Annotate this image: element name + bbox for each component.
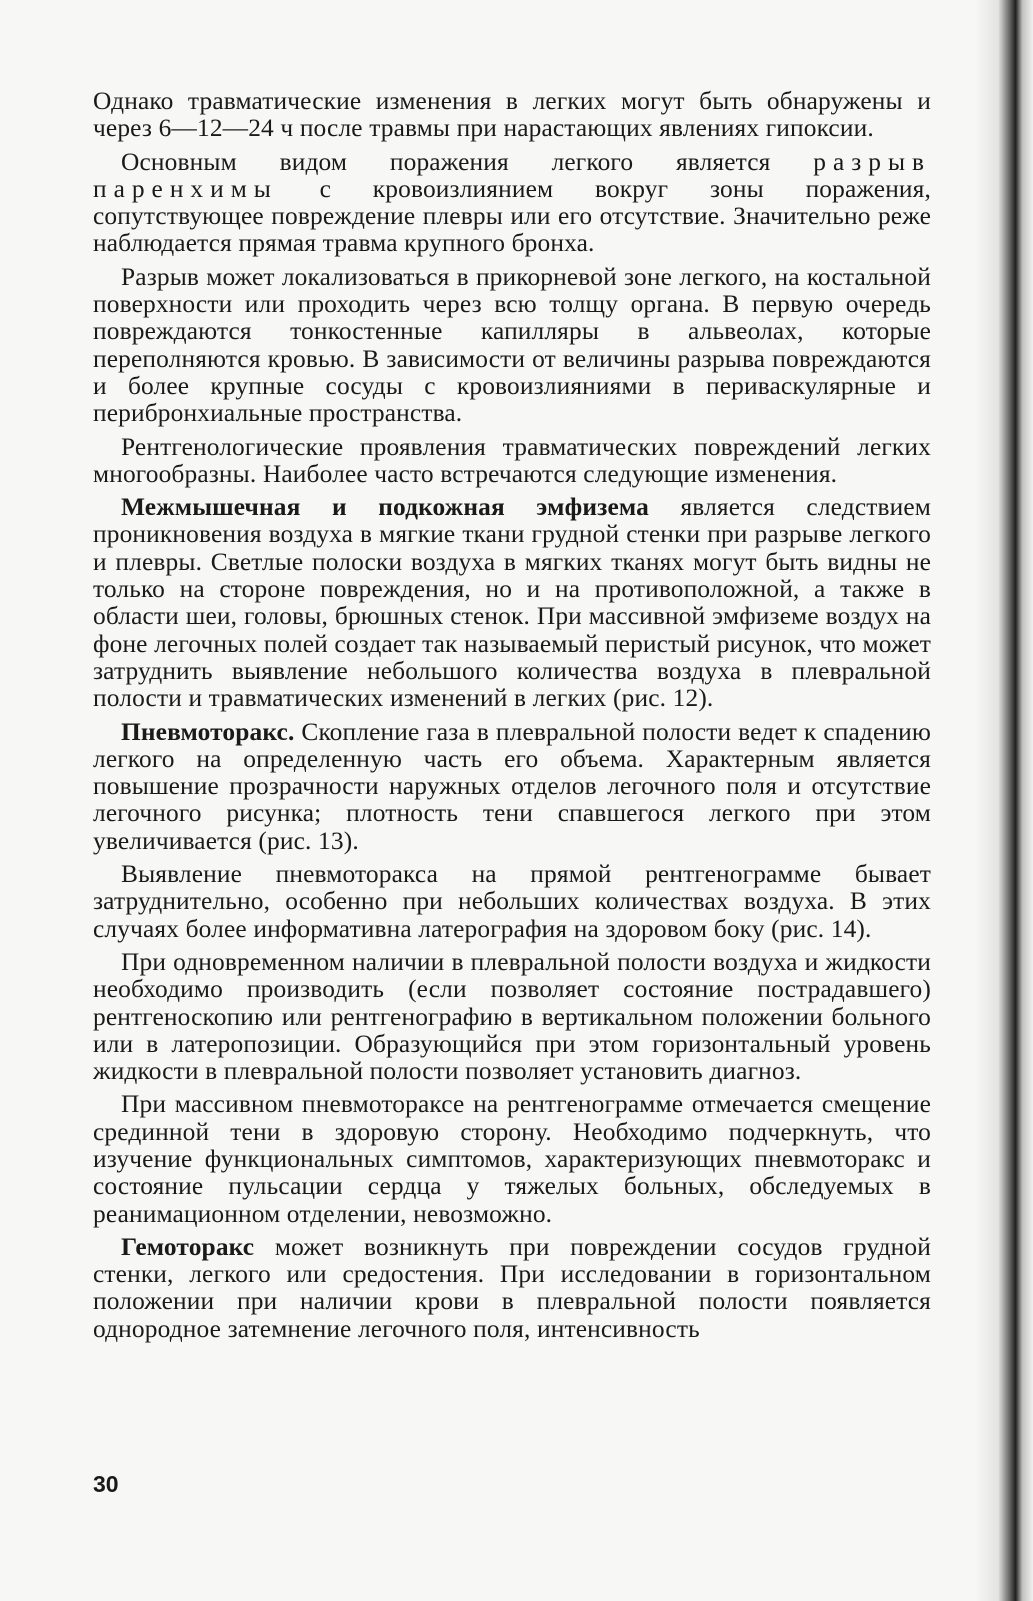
paragraph-2-lead: Основным видом поражения легкого является [121, 147, 814, 176]
term-hemothorax: Гемоторакс [121, 1232, 255, 1261]
paragraph-3: Разрыв может локализоваться в прикорневой зоне легкого, на костальной поверхности или проходить через всю толщу органа. В первую очередь повреждаются тонкостенные капилляры в альвеолах, которые переполняются кровью. В зависимости от величины разрыва повреждаются и более крупные сосуды с кровоизлияниями в периваскулярные и перибронхиальные пространства. [93, 262, 931, 428]
body-text [93, 88, 931, 1349]
paragraph-4: Рентгенологические проявления травматических повреждений легких многообразны. Наиболее часто встречаются следующие изменения. [93, 432, 931, 488]
page-number: 30 [93, 1471, 119, 1497]
paragraph-10-text: может возникнуть при повреждении сосудов грудной стенки, легкого или средостения. При исследовании в горизонтальном положении при наличии крови в плевральной полости появляется однородное затемнение легочного поля, интенсивность [93, 1232, 931, 1343]
term-emphysema: Межмышечная и подкожная эмфизема [121, 493, 650, 522]
paragraph-5 [93, 494, 931, 712]
paragraph-9: При массивном пневмотораксе на рентгенограмме отмечается смещение срединной тени в здоровую сторону. Необходимо подчеркнуть, что изучение функциональных симптомов, характеризующих пневмоторакс и состояние пульсации сердца у тяжелых больных, обследуемых в реанимационном отделении, невозможно. [93, 1090, 931, 1228]
paragraph-1: Однако травматические изменения в легких могут быть обнаружены и через 6—12—24 ч после травмы при нарастающих явлениях гипоксии. [93, 87, 931, 143]
paragraph-7: Выявление пневмоторакса на прямой рентгенограмме бывает затруднительно, особенно при небольших количествах воздуха. В этих случаях более информативна латерография на здоровом боку (рис. 14). [93, 860, 931, 943]
page-edge-shadow [975, 0, 1033, 1601]
term-pneumothorax: Пневмоторакс. [121, 717, 295, 746]
paragraph-2-rest: с кровоизлиянием вокруг зоны поражения, сопутствующее повреждение плевры или его отсутствие. Значительно реже наблюдается прямая травма крупного бронха. [93, 174, 931, 258]
paragraph-10 [93, 1234, 931, 1343]
paragraph-6-text: Скопление газа в плевральной полости ведет к спадению легкого на определенную часть его объема. Характерным является повышение прозрачности наружных отделов легочного поля и отсутствие легочного рисунка; плотность тени спавшегося легкого при этом увеличивается (рис. 13). [93, 717, 931, 855]
spaced-emphasis: разрыв паренхимы [93, 147, 931, 203]
paragraph-8: При одновременном наличии в плевральной полости воздуха и жидкости необходимо производить (если позволяет состояние пострадавшего) рентгеноскопию или рентгенографию в вертикальном положении больного или в латеропозиции. Образующийся при этом горизонтальный уровень жидкости в плевральной полости позволяет установить диагноз. [93, 947, 931, 1086]
paragraph-5-text: является следствием проникновения воздуха в мягкие ткани грудной стенки при разрыве легкого и плевры. Светлые полоски воздуха в мягких тканях могут быть видны не только на стороне повреждения, но и на противоположной, а также в области шеи, головы, брюшных стенок. При массивной эмфиземе воздух на фоне легочных полей создает так называемый перистый рисунок, что может затруднить выявление небольшого количества воздуха в плевральной полости и травматических изменений в легких (рис. 12). [93, 493, 931, 713]
paragraph-2 [93, 149, 931, 258]
paragraph-6 [93, 719, 931, 855]
